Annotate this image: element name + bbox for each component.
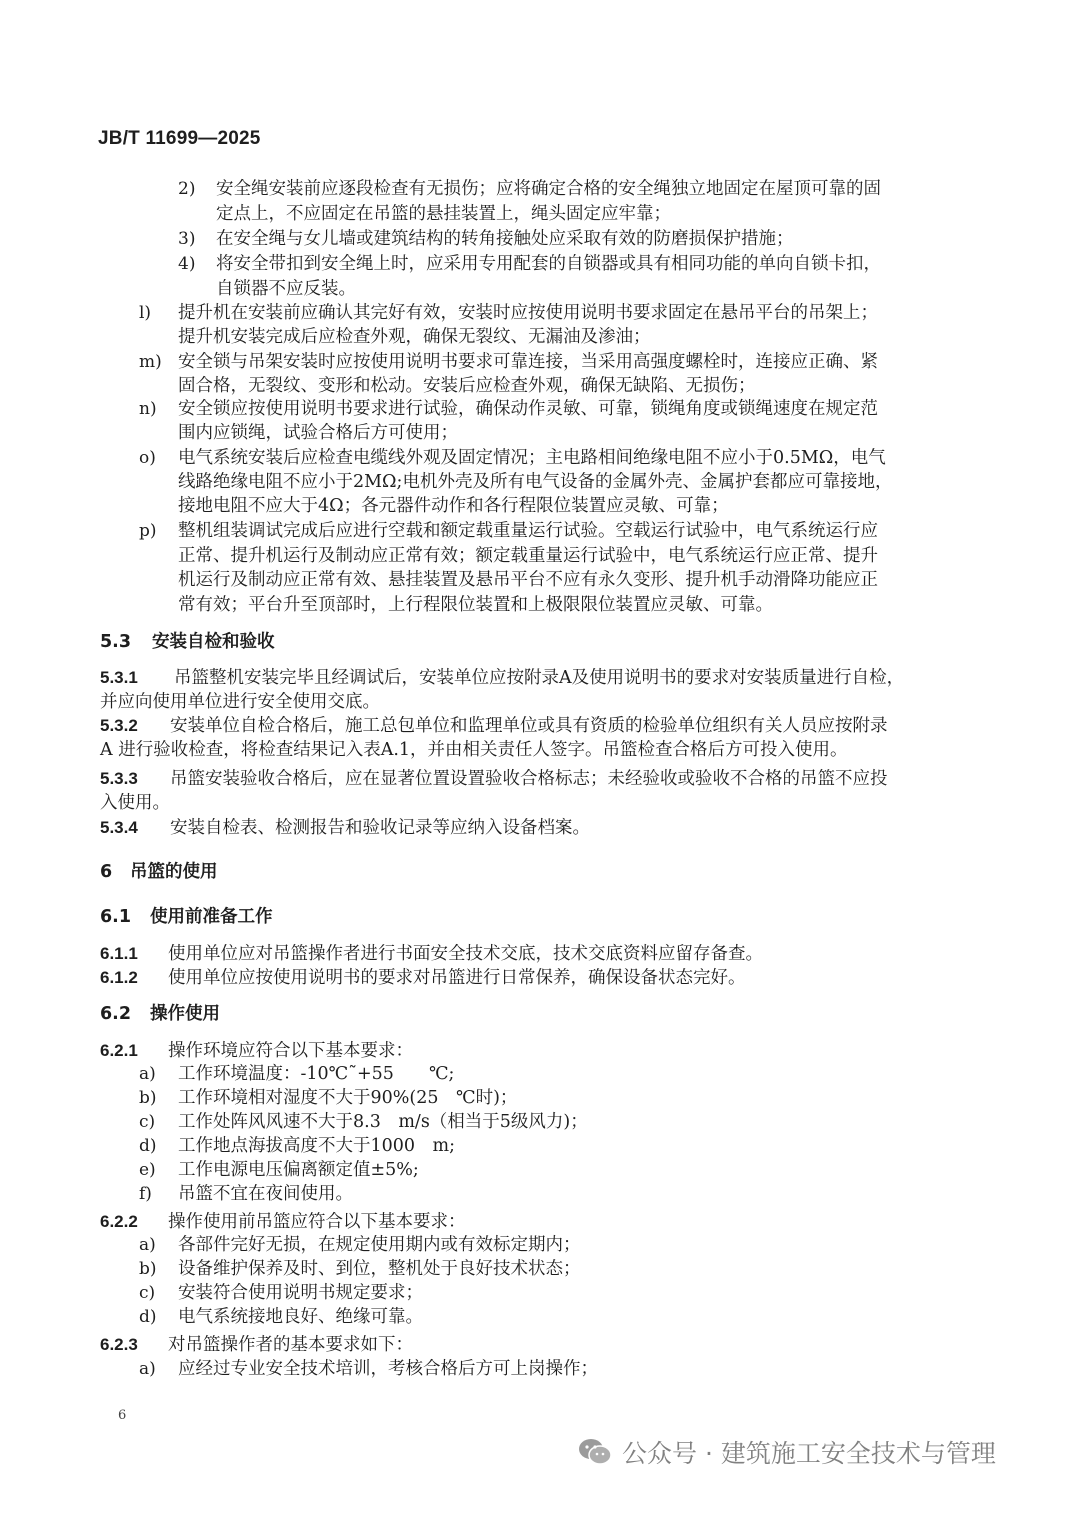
list-item-line: 工作电源电压偏离额定值±5%; (178, 1160, 419, 1180)
clause-number: 5.3.1 (100, 668, 138, 687)
section-number: 6.2 (100, 1004, 132, 1024)
clause-line: 吊篮整机安装完毕且经调试后，安装单位应按附录A及使用说明书的要求对安装质量进行自检， (174, 668, 905, 688)
clause-line: 使用单位应对吊篮操作者进行书面安全技术交底，技术交底资料应留存备查。 (168, 944, 763, 964)
clause-line: 对吊篮操作者的基本要求如下： (168, 1335, 413, 1355)
section-number: 5.3 (100, 632, 132, 652)
list-item-line: 提升机安装完成后应检查外观，确保无裂纹、无漏油及渗油； (178, 327, 651, 347)
list-item-line: 固合格，无裂纹、变形和松动。安装后应检查外观，确保无缺陷、无损伤； (178, 376, 756, 396)
clause-line: 使用单位应按使用说明书的要求对吊篮进行日常保养，确保设备状态完好。 (168, 968, 746, 988)
sub-item-line: 在安全绳与女儿墙或建筑结构的转角接触处应采取有效的防磨损保护措施； (216, 229, 794, 249)
clause-number: 6.1.2 (100, 968, 138, 987)
list-item-label: l) (139, 303, 152, 323)
clause-line: 操作环境应符合以下基本要求： (168, 1041, 413, 1061)
list-item-label: n) (139, 399, 157, 419)
list-item-line: 工作环境相对湿度不大于90%(25 ℃时)； (178, 1088, 518, 1108)
list-item-label: e) (139, 1160, 156, 1180)
section-title: 安装自检和验收 (152, 632, 275, 652)
list-item-line: 常有效；平台升至顶部时，上行程限位装置和上极限限位装置应灵敏、可靠。 (178, 595, 773, 615)
list-item-line: 机运行及制动应正常有效、悬挂装置及悬吊平台不应有永久变形、提升机手动滑降功能应正 (178, 570, 878, 590)
chapter-title: 吊篮的使用 (130, 862, 218, 882)
list-item-line: 工作处阵风风速不大于8.3 m/s（相当于5级风力)； (178, 1112, 588, 1132)
list-item-line: 安全锁与吊架安装时应按使用说明书要求可靠连接，当采用高强度螺栓时，连接应正确、紧 (178, 352, 878, 372)
clause-number: 6.1.1 (100, 944, 138, 963)
watermark (578, 1432, 996, 1472)
list-item-line: 各部件完好无损，在规定使用期内或有效标定期内； (178, 1235, 581, 1255)
list-item-line: 吊篮不宜在夜间使用。 (178, 1184, 353, 1204)
standard-number-header: JB/T 11699—2025 (98, 128, 261, 149)
list-item-label: c) (139, 1112, 156, 1132)
list-item-line: 安全锁应按使用说明书要求进行试验，确保动作灵敏、可靠，锁绳角度或锁绳速度在规定范 (178, 399, 878, 419)
list-item-line: 应经过专业安全技术培训，考核合格后方可上岗操作； (178, 1359, 598, 1379)
list-item-line: 工作环境温度：-10℃˜+55 ℃; (178, 1064, 455, 1084)
clause-number: 5.3.4 (100, 818, 138, 837)
list-item-label: b) (139, 1259, 157, 1279)
sub-item-line: 自锁器不应反装。 (216, 279, 356, 299)
list-item-line: 安装符合使用说明书规定要求； (178, 1283, 423, 1303)
list-item-line: 电气系统接地良好、绝缘可靠。 (178, 1307, 423, 1327)
list-item-line: 接地电阻不应大于4Ω；各元器件动作和各行程限位装置应灵敏、可靠； (178, 496, 729, 516)
clause-number: 5.3.2 (100, 716, 138, 735)
clause-line: 安装单位自检合格后，施工总包单位和监理单位或具有资质的检验单位组织有关人员应按附录 (170, 716, 888, 736)
list-item-label: a) (139, 1359, 156, 1379)
section-title: 使用前准备工作 (150, 907, 273, 927)
list-item-line: 电气系统安装后应检查电缆线外观及固定情况；主电路相间绝缘电阻不应小于0.5MΩ，电气 (178, 448, 886, 468)
list-item-label: d) (139, 1136, 157, 1156)
wechat-icon (578, 1437, 612, 1467)
chapter-number: 6 (100, 862, 113, 882)
clause-number: 6.2.3 (100, 1335, 138, 1354)
sub-item-label: 4) (178, 254, 196, 274)
clause-line: A 进行验收检查，将检查结果记入表A.1，并由相关责任人签字。吊篮检查合格后方可投入使用。 (100, 740, 848, 760)
clause-number: 6.2.2 (100, 1212, 138, 1231)
clause-line: 吊篮安装验收合格后，应在显著位置设置验收合格标志；未经验收或验收不合格的吊篮不应投 (170, 769, 888, 789)
clause-number: 6.2.1 (100, 1041, 138, 1060)
sub-item-line: 将安全带扣到安全绳上时，应采用专用配套的自锁器或具有相同功能的单向自锁卡扣， (216, 254, 881, 274)
clause-line: 入使用。 (100, 793, 170, 813)
clause-line: 安装自检表、检测报告和验收记录等应纳入设备档案。 (170, 818, 590, 838)
list-item-label: o) (139, 448, 156, 468)
list-item-label: b) (139, 1088, 157, 1108)
clause-line: 操作使用前吊篮应符合以下基本要求： (168, 1212, 466, 1232)
clause-number: 5.3.3 (100, 769, 138, 788)
list-item-line: 线路绝缘电阻不应小于2MΩ;电机外壳及所有电气设备的金属外壳、金属护套都应可靠接地， (178, 472, 893, 492)
clause-line: 并应向使用单位进行安全使用交底。 (100, 692, 380, 712)
list-item-label: p) (139, 521, 157, 541)
list-item-line: 整机组装调试完成后应进行空载和额定载重量运行试验。空载运行试验中，电气系统运行应 (178, 521, 878, 541)
sub-item-label: 3) (178, 229, 196, 249)
list-item-line: 工作地点海拔高度不大于1000 m; (178, 1136, 456, 1156)
list-item-line: 设备维护保养及时、到位，整机处于良好技术状态； (178, 1259, 581, 1279)
list-item-line: 提升机在安装前应确认其完好有效，安装时应按使用说明书要求固定在悬吊平台的吊架上； (178, 303, 878, 323)
page-number: 6 (118, 1408, 127, 1423)
watermark-text: 公众号 · 建筑施工安全技术与管理 (622, 1439, 996, 1468)
sub-item-line: 安全绳安装前应逐段检查有无损伤；应将确定合格的安全绳独立地固定在屋顶可靠的固 (216, 179, 881, 199)
list-item-line: 正常、提升机运行及制动应正常有效；额定载重量运行试验中，电气系统运行应正常、提升 (178, 546, 878, 566)
sub-item-label: 2) (178, 179, 196, 199)
sub-item-line: 定点上，不应固定在吊篮的悬挂装置上，绳头固定应牢靠； (216, 204, 671, 224)
list-item-label: f) (139, 1184, 152, 1204)
list-item-label: a) (139, 1064, 156, 1084)
list-item-label: d) (139, 1307, 157, 1327)
list-item-line: 围内应锁绳，试验合格后方可使用； (178, 423, 458, 443)
list-item-label: m) (139, 352, 162, 372)
section-title: 操作使用 (150, 1004, 220, 1024)
list-item-label: c) (139, 1283, 156, 1303)
list-item-label: a) (139, 1235, 156, 1255)
section-number: 6.1 (100, 907, 132, 927)
